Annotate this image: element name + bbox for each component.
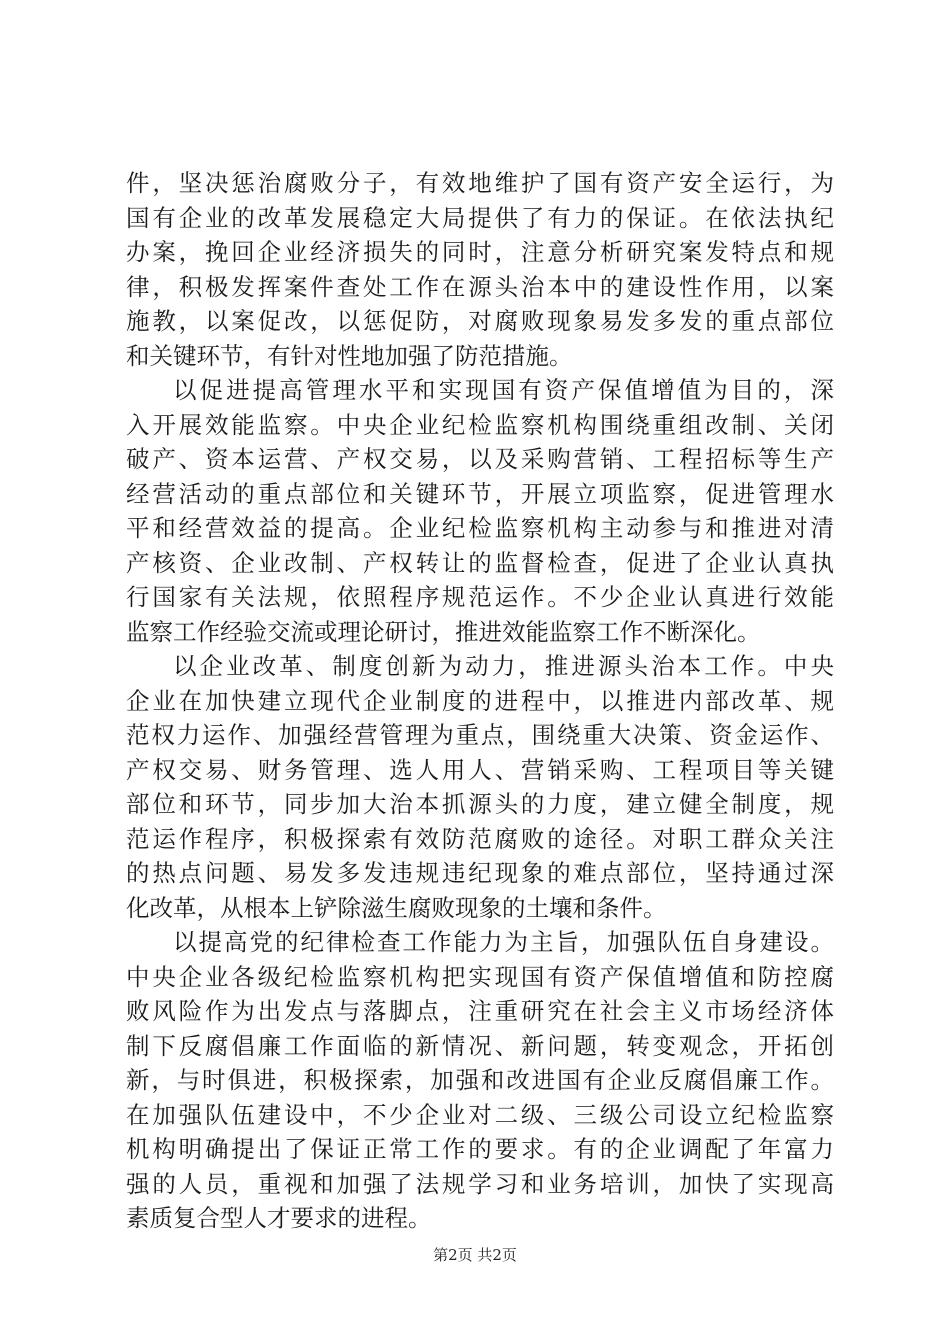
text-line: 行国家有关法规，依照程序规范运作。不少企业认真进行效能: [126, 583, 834, 611]
paragraph: [126, 373, 834, 649]
text-line: 制下反腐倡廉工作面临的新情况、新问题，转变观念，开拓创: [126, 1031, 834, 1060]
text-line: 化改革，从根本上铲除滋生腐败现象的土壤和条件。: [126, 893, 667, 922]
text-line: 中央企业各级纪检监察机构把实现国有资产保值增值和防控腐: [126, 962, 834, 991]
text-line: 律，积极发挥案件查处工作在源头治本中的建设性作用，以案: [126, 272, 834, 301]
text-line: 国有企业的改革发展稳定大局提供了有力的保证。在依法执纪: [126, 203, 834, 232]
document-body: [126, 166, 834, 1236]
text-line: 办案，挽回企业经济损失的同时，注意分析研究案发特点和规: [126, 238, 834, 266]
text-line: 和关键环节，有针对性地加强了防范措施。: [126, 341, 573, 370]
text-line: 在加强队伍建设中，不少企业对二级、三级公司设立纪检监察: [126, 1100, 834, 1129]
text-line: 部位和环节，同步加大治本抓源头的力度，建立健全制度，规: [126, 790, 834, 818]
text-line: 以促进提高管理水平和实现国有资产保值增值为目的，深: [173, 376, 834, 404]
paragraph: [126, 166, 834, 373]
text-line: 产权交易、财务管理、选人用人、营销采购、工程项目等关键: [126, 755, 834, 784]
text-line: 施教，以案促改，以惩促防，对腐败现象易发多发的重点部位: [126, 307, 834, 335]
text-line: 平和经营效益的提高。企业纪检监察机构主动参与和推进对清: [126, 514, 834, 542]
text-line: 监察工作经验交流或理论研讨，推进效能监察工作不断深化。: [126, 617, 761, 646]
text-line: 产核资、企业改制、产权转让的监督检查，促进了企业认真执: [126, 548, 834, 577]
text-line: 素质复合型人才要求的进程。: [126, 1204, 432, 1232]
paragraph: [126, 925, 834, 1236]
text-line: 范权力运作、加强经营管理为重点，围绕重大决策、资金运作、: [126, 721, 834, 749]
text-line: 的热点问题、易发多发违规违纪现象的难点部位，坚持通过深: [126, 859, 834, 887]
text-line: 范运作程序，积极探索有效防范腐败的途径。对职工群众关注: [126, 824, 834, 853]
text-line: 以企业改革、制度创新为动力，推进源头治本工作。中央: [173, 652, 834, 680]
text-line: 以提高党的纪律检查工作能力为主旨，加强队伍自身建设。: [173, 928, 834, 956]
page-footer: 第2页 共2页: [433, 1246, 517, 1264]
text-line: 机构明确提出了保证正常工作的要求。有的企业调配了年富力: [126, 1135, 834, 1163]
text-line: 新，与时俱进，积极探索，加强和改进国有企业反腐倡廉工作。: [126, 1066, 834, 1094]
text-line: 入开展效能监察。中央企业纪检监察机构围绕重组改制、关闭: [126, 410, 834, 439]
text-line: 经营活动的重点部位和关键环节，开展立项监察，促进管理水: [126, 479, 834, 508]
paragraph: [126, 649, 834, 925]
text-line: 企业在加快建立现代企业制度的进程中，以推进内部改革、规: [126, 686, 834, 715]
text-line: 强的人员，重视和加强了法规学习和业务培训，加快了实现高: [126, 1169, 834, 1198]
text-line: 败风险作为出发点与落脚点，注重研究在社会主义市场经济体: [126, 997, 834, 1025]
text-line: 件，坚决惩治腐败分子，有效地维护了国有资产安全运行，为: [126, 169, 834, 197]
text-line: 破产、资本运营、产权交易，以及采购营销、工程招标等生产: [126, 445, 834, 473]
